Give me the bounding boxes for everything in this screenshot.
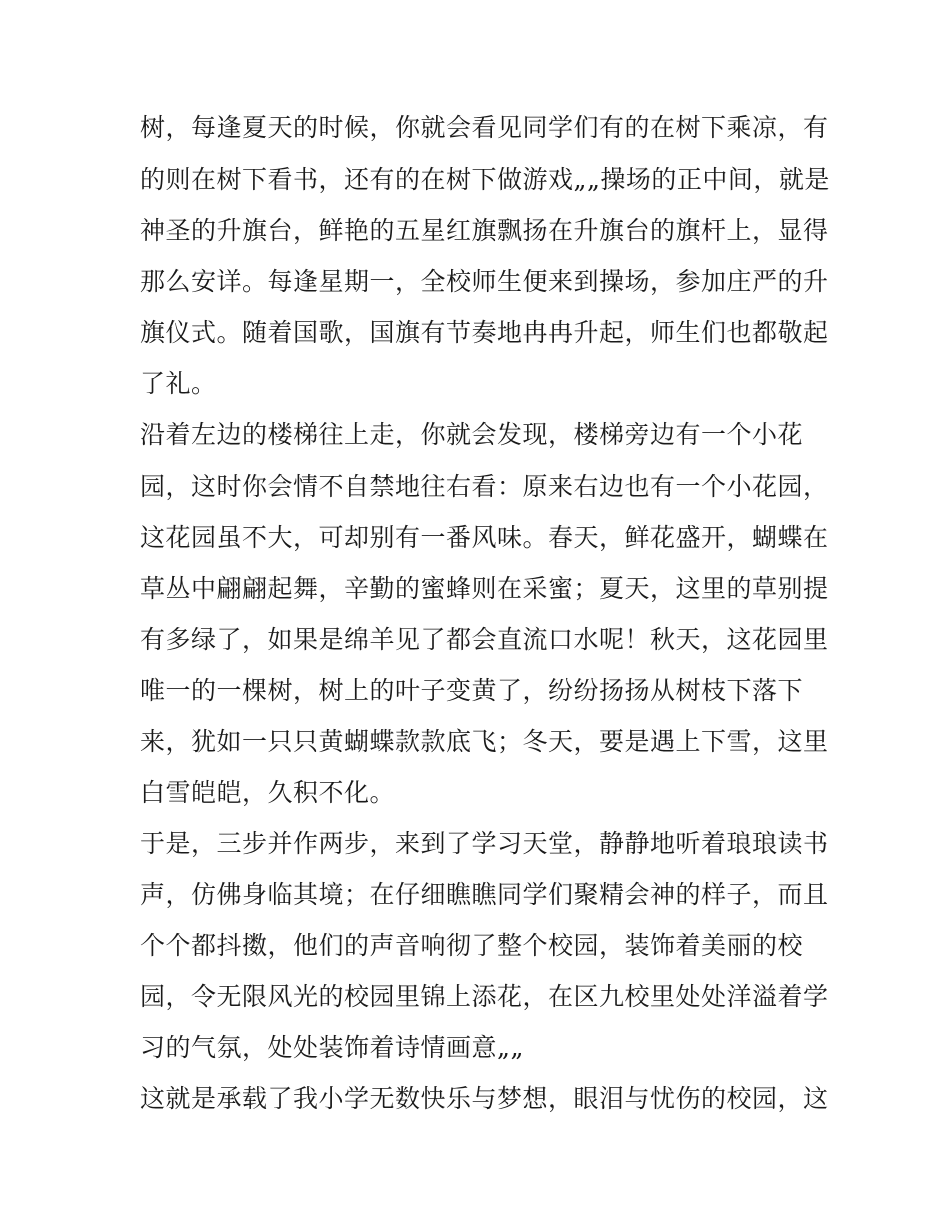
text-line: 来，犹如一只只黄蝴蝶款款底飞；冬天，要是遇上下雪，这里 [140, 727, 829, 756]
text-line: 神圣的升旗台，鲜艳的五星红旗飘扬在升旗台的旗杆上，显得 [140, 216, 829, 245]
text-line: 那么安详。每逢星期一，全校师生便来到操场，参加庄严的升 [140, 267, 829, 296]
text-line: 声，仿佛身临其境；在仔细瞧瞧同学们聚精会神的样子，而且 [140, 880, 829, 909]
text-line: 白雪皑皑，久积不化。 [140, 778, 396, 807]
text-line: 沿着左边的楼梯往上走，你就会发现，楼梯旁边有一个小花 [140, 420, 804, 449]
text-line: 习的气氛，处处装饰着诗情画意„„ [140, 1033, 524, 1062]
text-line: 这就是承载了我小学无数快乐与梦想，眼泪与忧伤的校园，这 [140, 1084, 829, 1113]
text-line: 个个都抖擞，他们的声音响彻了整个校园，装饰着美丽的校 [140, 931, 804, 960]
text-line: 园，这时你会情不自禁地往右看：原来右边也有一个小花园， [140, 472, 829, 501]
text-line: 的则在树下看书，还有的在树下做游戏„„操场的正中间，就是 [140, 165, 830, 194]
text-line: 这花园虽不大，可却别有一番风味。春天，鲜花盛开，蝴蝶在 [140, 523, 829, 552]
text-line: 草丛中翩翩起舞，辛勤的蜜蜂则在采蜜；夏天，这里的草别提 [140, 574, 829, 603]
text-line: 了礼。 [140, 369, 217, 398]
text-line: 唯一的一棵树，树上的叶子变黄了，纷纷扬扬从树枝下落下 [140, 676, 804, 705]
text-line: 园，令无限风光的校园里锦上添花，在区九校里处处洋溢着学 [140, 982, 829, 1011]
text-line: 旗仪式。随着国歌，国旗有节奏地冉冉升起，师生们也都敬起 [140, 318, 829, 347]
text-line: 于是，三步并作两步，来到了学习天堂，静静地听着琅琅读书 [140, 829, 829, 858]
text-line: 树，每逢夏天的时候，你就会看见同学们有的在树下乘凉，有 [140, 113, 829, 142]
text-line: 有多绿了，如果是绵羊见了都会直流口水呢！秋天，这花园里 [140, 625, 829, 654]
